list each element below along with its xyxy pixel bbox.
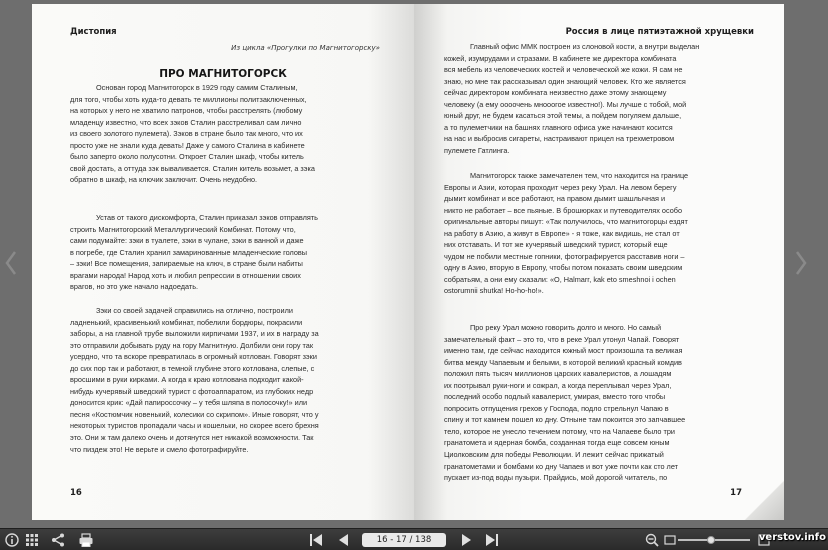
text-line: просто уже не знали куда девать! Даже у самого Сталина в кабинете [70,140,305,150]
zoom-out-icon[interactable] [644,532,660,548]
text-line: для того, чтобы хоть куда-то девать те миллионы политзаключенных, [70,94,307,104]
text-line: кожей, изумрудами и стразами. В кабинете же директора комбината [444,53,677,63]
right-running-head: Россия в лице пятиэтажной хрущевки [565,27,754,37]
text-line: вся мебель из человеческих костей и человеческой же кожи. Я сам не [444,65,683,75]
last-page-icon[interactable] [484,532,500,548]
text-line: вросшими в руки кирками. А когда к краю котлована подходит какой- [70,375,304,385]
share-icon[interactable] [50,532,66,548]
text-line: некоторых туристов пропадали часы и кошельки, но скорее всего брехня [70,421,319,431]
text-line: дымит комбинат и все работают, на правом дымит шашлычная и [444,194,666,204]
text-line: Про реку Урал можно говорить долго и много. Но самый [470,323,662,332]
text-line: попросить отпущения грехов у Господа, подло стрельнул Чапаю в [444,403,669,413]
text-line: чудом не побили местные гопники, фотографируется расставив ноги – [444,251,685,261]
text-line: заборы, а на главной трубе выложили кирпичами 1937, и их в награду за [70,329,319,339]
right-page-number: 17 [730,488,742,498]
text-line: юный друг, не будем касаться этой темы, а пойдем погуляем дальше, [444,111,682,121]
text-line: пулемете Гатлинга. [444,145,510,155]
text-line: Европы и Азии, которая проходит через реку Урал. На левом берегу [444,182,677,192]
text-line: свой достать, а оттуда зэк вываливается. Сталин китель возьмет, а зэка [70,163,315,173]
left-paragraph-2 [70,212,380,293]
info-icon[interactable] [4,532,20,548]
chapter-subtitle: Из цикла «Прогулки по Магнитогорску» [231,44,380,52]
text-line: человеку (а ему оооочень мнооогое известно!). Мы лучше с тобой, мой [444,99,687,109]
viewer-toolbar [0,528,828,550]
previous-page-icon[interactable] [336,532,352,548]
first-page-icon[interactable] [308,532,324,548]
text-line: одну в Азию, вторую в Европу, чтобы потом показать своим шведским [444,263,683,273]
chapter-title: ПРО МАГНИТОГОРСК [159,68,287,80]
left-paragraph-3 [70,305,380,455]
text-line: что пиздеж это! Не верьте и смело фотографируйте. [70,444,249,454]
text-line: в погребе, где Сталин хранил замаринованные младенческие головы [70,247,308,257]
text-line: сами подумайте: зэки в туалете, зэки в чулане, зэки в ванной и даже [70,236,304,246]
text-line: нибудь кучерявый шведский турист с фотоаппаратом, из глубоких недр [70,386,314,396]
right-paragraph-2 [444,170,774,297]
text-line: положил пять тысяч миллионов царских кавалеристов, а лошадям [444,369,672,379]
text-line: замечательный факт – это то, что в реке Урал утонул Чапай. Говорят [444,334,680,344]
zoom-slider-handle[interactable] [707,536,715,544]
text-line: а то пулеметчики на башнях главного офиса уже начинают косится [444,122,673,132]
text-line: пускает из-под воды пузыри. Прайдись, мой дорогой читатель, по [444,473,668,483]
text-line: Зэки со своей задачей справились на отлично, построили [96,306,293,315]
print-icon[interactable] [78,532,94,548]
site-watermark: verstov.info [758,532,826,543]
left-paragraph-1 [70,82,380,186]
text-line: тело, которое не унесло течением потому, что на Чапаеве было три [444,426,675,436]
text-line: усердно, что та вскоре превратилась в огромный котлован. Говорят зэки [70,352,317,362]
text-line: это отправили добывать руду на гору Магнитную. Долбили они гору так [70,340,314,350]
text-line: их поотрывал руки-ноги и сожрал, а когда переплывал через Урал, [444,380,672,390]
text-line: битва между Чапаевым и белыми, в которой великий красный комдив [444,357,682,367]
text-line: обратно в шкаф, на ключик заключит. Очень неудобно. [70,175,258,185]
text-line: Магнитогорск также замечателен тем, что находится на границе [470,171,689,180]
text-line: последний особо подлый кавалерист, умирая, вместо того чтобы [444,392,666,402]
text-line: собратьям, а они ему сказали: «O, Halmarr, kak eto smeshnoi i ochen [444,274,676,284]
text-line: это. Они ж там далеко очень и дотянутся нет никакой возможности. Так [70,433,314,443]
text-line: песня «Костюмчик новенький, колесики со скрипом». Иные говорят, что у [70,409,319,419]
right-paragraph-3 [444,322,774,484]
text-line: оригинальные авторы пишут: «Так получилось, что магнитогорцы ездят [444,217,688,227]
text-line: до сих пор так и работают, в темной глубине этого котлована, слепые, с [70,363,315,373]
text-line: гранатометами и бомбами ко дну Чапаев и вот уже почти как сто лет [444,461,678,471]
next-page-icon[interactable] [458,532,474,548]
right-page[interactable] [414,4,784,520]
text-line: младенцу известно, что всех зэков Сталин расстреливал сам лично [70,117,302,127]
next-page-arrow-icon[interactable] [794,250,808,276]
text-line: из своего золотого пулемета). Зэков в стране было так много, что их [70,129,303,139]
text-line: спину и тот камнем пошел ко дну. Отныне там покоится это запчавшее [444,415,686,425]
text-line: врагов, но это уже начало надоедать. [70,282,199,292]
zoom-window-icon[interactable] [662,532,678,548]
text-line: гранатомета и ядерная бомба, созданная тогда еще совсем юным [444,438,670,448]
text-line: Основан город Магнитогорск в 1929 году самим Сталиным, [96,83,298,92]
text-line: строить Магнитогорский Металлургический Комбинат. Потому что, [70,224,296,234]
text-line: ostorumnii shutka! Ho-ho-ho!». [444,286,544,296]
page-number-input[interactable]: 16 - 17 / 138 [362,533,446,547]
left-running-head: Дистопия [70,27,117,37]
text-line: на нас и выбросив сигареты, настраивают прицел на трехметровом [444,134,675,144]
text-line: Главный офис ММК построен из слоновой кости, а внутри выделан [470,42,700,51]
text-line: доносится крик: «Дай папироссочку – у тебя шляпа в полосочку!» или [70,398,308,408]
text-line: знаю, но мне так рассказывал один знающий человек. Кто же является [444,76,686,86]
text-line: никто не работает – все пьяные. В брошюрках и путеводителях особо [444,205,682,215]
thumbnails-grid-icon[interactable] [24,532,40,548]
text-line: врагами народа! Народ хоть и любил репрессии в отношении своих [70,270,301,280]
text-line: сейчас директором комбината неизвестно даже этому знающему [444,88,667,98]
text-line: Устав от такого дискомфорта, Сталин приказал зэков отправлять [96,213,318,222]
zoom-slider[interactable] [678,539,750,541]
text-line: было заперто около полусотни. Откроет Сталин шкаф, чтобы китель [70,152,304,162]
right-paragraph-1 [444,41,774,156]
text-line: Циолковским для победы Революции. И лежит сейчас прижатый [444,450,664,460]
text-line: на которых у него не хватило патронов, чтобы расстрелять (любому [70,106,303,116]
text-line: ладненький, красивенький комбинат, побелили бордюры, покрасили [70,317,303,327]
left-page-number: 16 [70,488,82,498]
text-line: – зэки! Все помещения, запираемые на ключ, в стране были набиты [70,259,303,269]
text-line: на работу в Азию, а живут в Европе» - я тоже, как видишь, не стал от [444,228,680,238]
previous-page-arrow-icon[interactable] [4,250,18,276]
left-page[interactable] [32,4,414,520]
text-line: них отставать. И тот же кучерявый шведский турист, который еще [444,240,668,250]
text-line: именно там, где сейчас находится южный мост произошла та великая [444,346,683,356]
